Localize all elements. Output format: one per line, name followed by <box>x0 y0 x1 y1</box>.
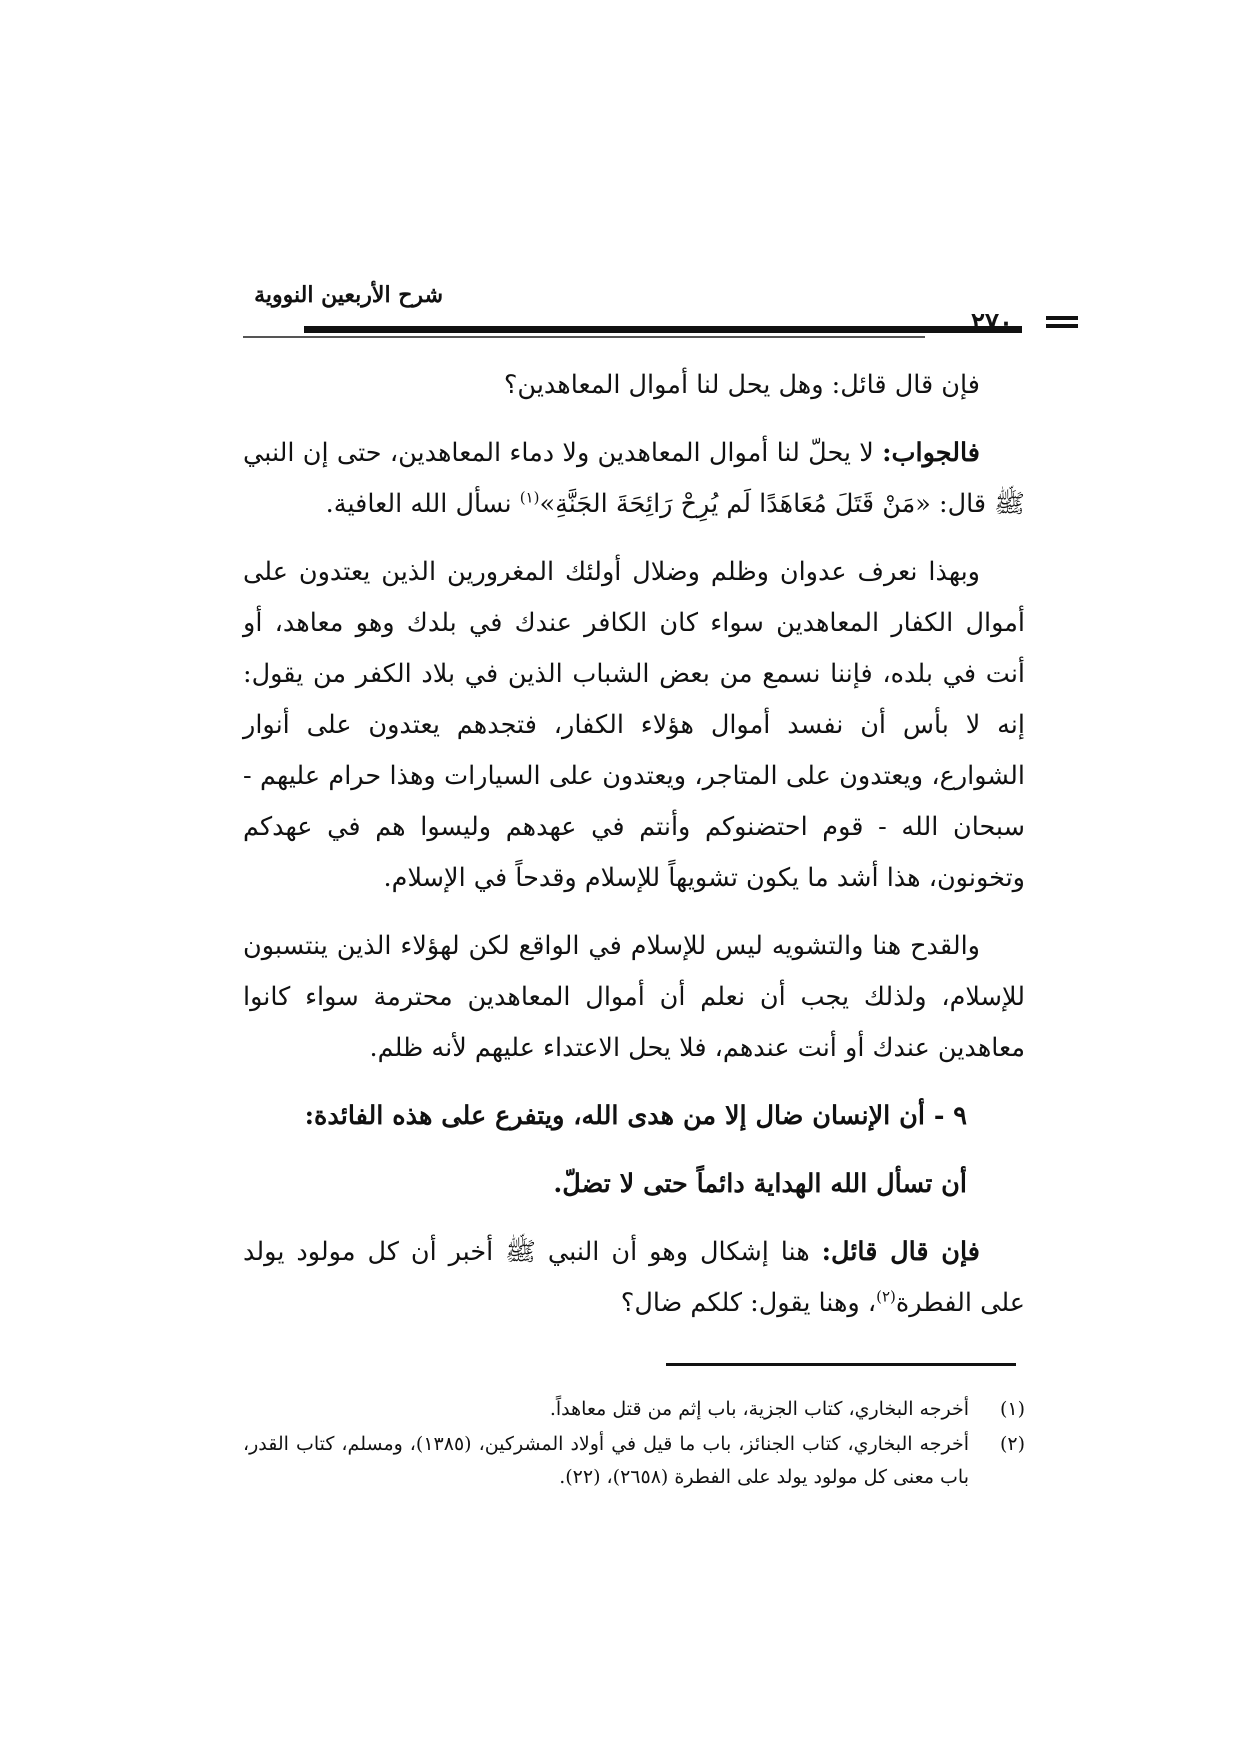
footnotes <box>243 1393 1025 1496</box>
footnote <box>243 1393 1025 1426</box>
paragraph <box>243 428 1025 530</box>
paragraph-lead: فالجواب: <box>882 438 980 468</box>
paragraph-text: ٩ - أن الإنسان ضال إلا من هدى الله، ويتفرع على هذه الفائدة: <box>304 1101 967 1131</box>
footnote-mark: (١) <box>999 1398 1025 1420</box>
header-rule-end-mark <box>1046 324 1078 328</box>
footnote-mark: (٢) <box>999 1433 1025 1455</box>
footnote-ref[interactable]: (١) <box>519 488 540 507</box>
paragraph-text: فإن قال قائل: وهل يحل لنا أموال المعاهدين؟ <box>503 370 980 400</box>
paragraph <box>243 547 1025 904</box>
paragraph-text: والقدح هنا والتشويه ليس للإسلام في الواقع لكن لهؤلاء الذين ينتسبون للإسلام، ولذلك يجب أن نعلم أن أموال المعاهدين محترمة سواء كانوا معاهدين عندك أو أنت عندهم، فلا يحل الاعتداء عليهم لأنه ظلم. <box>243 931 1025 1063</box>
paragraph-tail: نسأل الله العافية. <box>325 489 520 519</box>
paragraph-tail: ، وهنا يقول: كلكم ضال؟ <box>620 1288 877 1318</box>
header-rule-thick <box>304 326 1022 333</box>
footnote <box>243 1428 1025 1494</box>
paragraph-text: لا يحلّ لنا أموال المعاهدين ولا دماء المعاهدين، حتى إن النبي ﷺ قال: «مَنْ قَتَلَ مُعَاهَدًا لَم يُرِحْ رَائِحَةَ الجَنَّةِ» <box>243 438 1025 519</box>
footnote-ref[interactable]: (٢) <box>876 1287 896 1306</box>
footnote-text: أخرجه البخاري، كتاب الجزية، باب إثم من قتل معاهداً. <box>549 1398 969 1420</box>
paragraph-text: أن تسأل الله الهداية دائماً حتى لا تضلّ. <box>553 1169 967 1199</box>
page-number: ٢٧٠ <box>971 308 1013 338</box>
body-text <box>243 360 1025 1346</box>
footnote-text: أخرجه البخاري، كتاب الجنائز، باب ما قيل في أولاد المشركين، (١٣٨٥)، ومسلم، كتاب القدر، باب معنى كل مولود يولد على الفطرة (٢٦٥٨)، (٢٢). <box>243 1433 969 1488</box>
paragraph <box>243 921 1025 1074</box>
paragraph-text: وبهذا نعرف عدوان وظلم وضلال أولئك المغرورين الذين يعتدون على أموال الكفار المعاهدين سواء كان الكافر عندك في بلدك وهو معاهد، أو أنت في بلده، فإننا نسمع من بعض الشباب الذين في بلاد الكفر من يقول: إنه لا بأس أن نفسد أموال هؤلاء الكفار، فتجدهم يعتدون على أنوار الشوارع، ويعتدون على المتاجر، ويعتدون على السيارات وهذا حرام عليهم - سبحان الله - قوم احتضنوكم وأنتم في عهدهم وليسوا هم في عهدكم وتخونون، هذا أشد ما يكون تشويهاً للإسلام وقدحاً في الإسلام. <box>243 557 1025 893</box>
paragraph-text: هنا إشكال وهو أن النبي ﷺ أخبر أن كل مولود يولد على الفطرة <box>243 1237 1025 1318</box>
footnote-separator <box>666 1363 1016 1366</box>
numbered-point <box>243 1091 1025 1142</box>
paragraph-lead: فإن قال قائل: <box>821 1237 980 1267</box>
running-title: شرح الأربعين النووية <box>254 282 443 308</box>
header-rule-end-mark <box>1046 316 1078 320</box>
paragraph <box>243 1227 1025 1329</box>
paragraph <box>243 360 1025 411</box>
header-rule-thin <box>243 336 925 338</box>
sub-point <box>243 1159 1025 1210</box>
